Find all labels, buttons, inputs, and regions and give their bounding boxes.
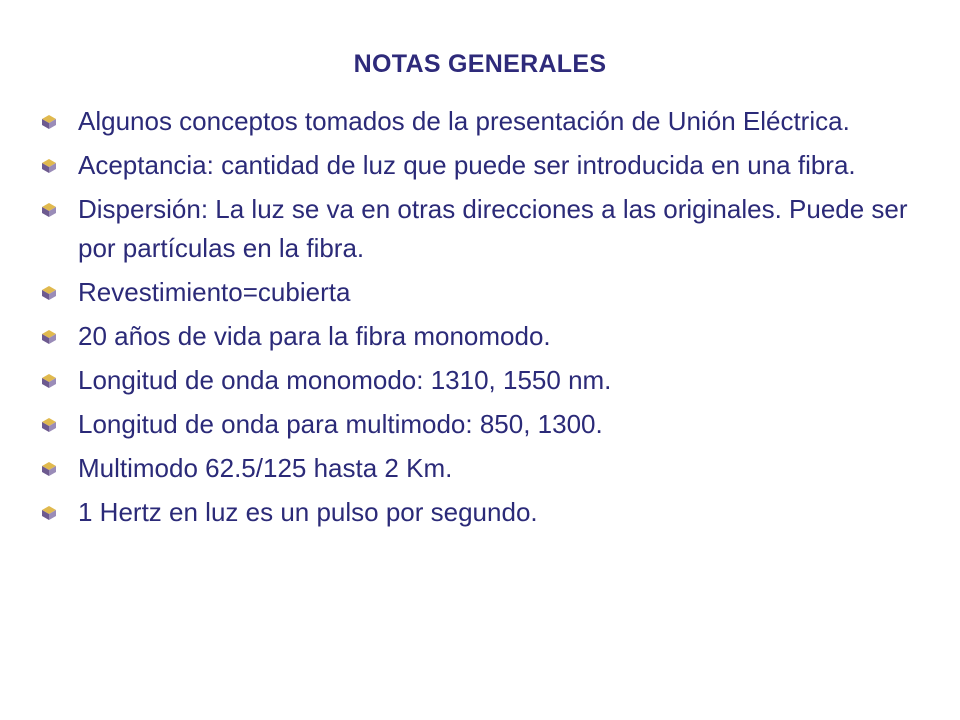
list-item-text: Longitud de onda monomodo: 1310, 1550 nm. [78, 365, 612, 395]
gem-bullet-icon [42, 203, 56, 217]
gem-bullet-icon [42, 115, 56, 129]
list-item [42, 493, 912, 532]
list-item [42, 361, 912, 400]
gem-bullet-icon [42, 506, 56, 520]
gem-bullet-icon [42, 418, 56, 432]
gem-bullet-icon [42, 286, 56, 300]
list-item-text: Multimodo 62.5/125 hasta 2 Km. [78, 453, 453, 483]
gem-bullet-icon [42, 159, 56, 173]
list-item-text: Revestimiento=cubierta [78, 277, 351, 307]
list-item [42, 190, 912, 268]
list-item [42, 146, 912, 185]
slide-title: NOTAS GENERALES [353, 50, 607, 78]
list-item [42, 102, 912, 141]
list-item [42, 317, 912, 356]
list-item-text: Algunos conceptos tomados de la presentación de Unión Eléctrica. [78, 106, 850, 136]
list-item [42, 273, 912, 312]
list-item-text: Dispersión: La luz se va en otras direcciones a las originales. Puede ser por partículas en la fibra. [78, 194, 908, 263]
gem-bullet-icon [42, 374, 56, 388]
list-item-text: Longitud de onda para multimodo: 850, 1300. [78, 409, 603, 439]
list-item-text: 20 años de vida para la fibra monomodo. [78, 321, 551, 351]
bullet-list [42, 102, 912, 537]
list-item-text: 1 Hertz en luz es un pulso por segundo. [78, 497, 538, 527]
list-item [42, 405, 912, 444]
gem-bullet-icon [42, 330, 56, 344]
list-item-text: Aceptancia: cantidad de luz que puede ser introducida en una fibra. [78, 150, 856, 180]
list-item [42, 449, 912, 488]
gem-bullet-icon [42, 462, 56, 476]
